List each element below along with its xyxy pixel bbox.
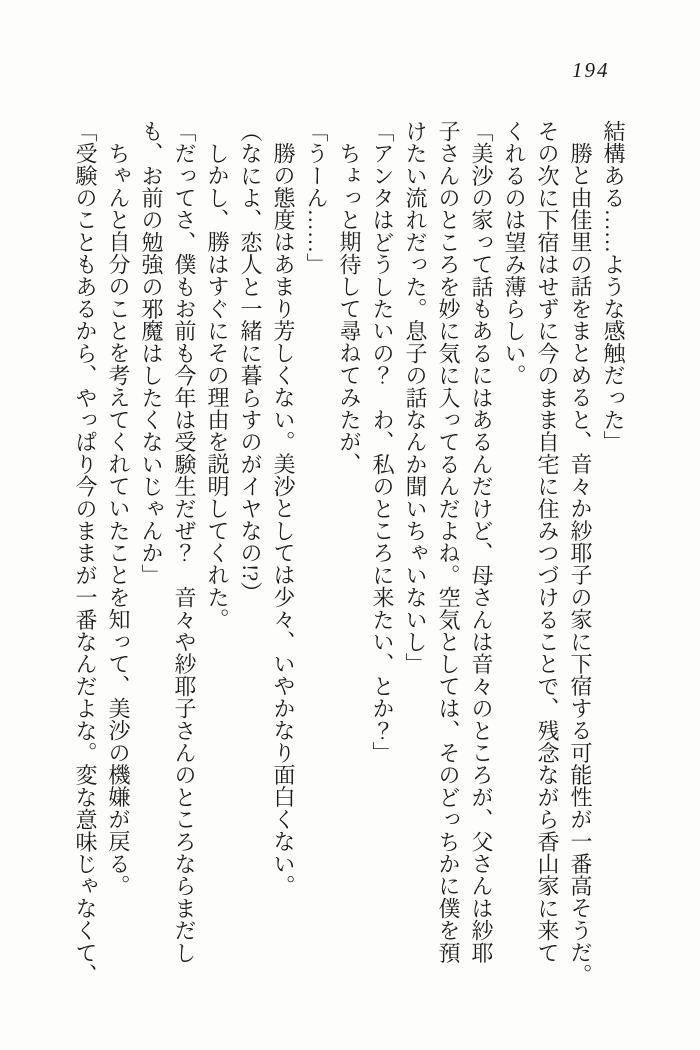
text-line: 「受験のこともあるから、やっぱり今のままが一番なんだよな。変な意味じゃなくて、 bbox=[73, 120, 98, 986]
text-line: 勝の態度はあまり芳しくない。美沙としては少々、いやかなり面白くない。 bbox=[271, 142, 296, 897]
page-number: 194 bbox=[572, 58, 610, 82]
text-line: 結構ある……ような感触だった」 bbox=[601, 120, 626, 453]
text-line: しかし、勝はすぐにその理由を説明してくれた。 bbox=[205, 142, 230, 631]
text-line: その次に下宿はせずに今のまま自宅に住みつづけることで、残念ながら香山家に来て bbox=[535, 120, 560, 964]
text-line: 「だってさ、僕もお前も今年は受験生だぜ？ 音々や紗耶子さんのところならまだし bbox=[172, 120, 197, 964]
text-line: も、お前の勉強の邪魔はしたくないじゃんか」 bbox=[139, 120, 164, 587]
text-line: 「アンタはどうしたいの？ わ、私のところに来たい、とか？」 bbox=[370, 120, 395, 764]
text-line: ちゃんと自分のことを考えてくれていたことを知って、美沙の機嫌が戻る。 bbox=[106, 142, 131, 897]
text-line: けたい流れだった。息子の話なんか聞いちゃいないし」 bbox=[403, 120, 428, 675]
vertical-text-block bbox=[68, 120, 630, 986]
text-line: 勝と由佳里の話をまとめると、音々か紗耶子の家に下宿する可能性が一番高そうだ。 bbox=[568, 142, 593, 986]
text-line: ちょっと期待して尋ねてみたが、 bbox=[337, 142, 362, 475]
text-line: くれるのは望み薄らしい。 bbox=[502, 120, 527, 387]
text-line: 子さんのところを妙に気に入ってるんだよね。空気としては、そのどっちかに僕を預 bbox=[436, 120, 461, 964]
text-line: （なによ、恋人と一緒に暮らすのがイヤなの!?） bbox=[238, 120, 263, 604]
text-line: 「美沙の家って話もあるにはあるんだけど、母さんは音々のところが、父さんは紗耶 bbox=[469, 120, 494, 964]
text-line: 「うーん……」 bbox=[304, 120, 329, 276]
